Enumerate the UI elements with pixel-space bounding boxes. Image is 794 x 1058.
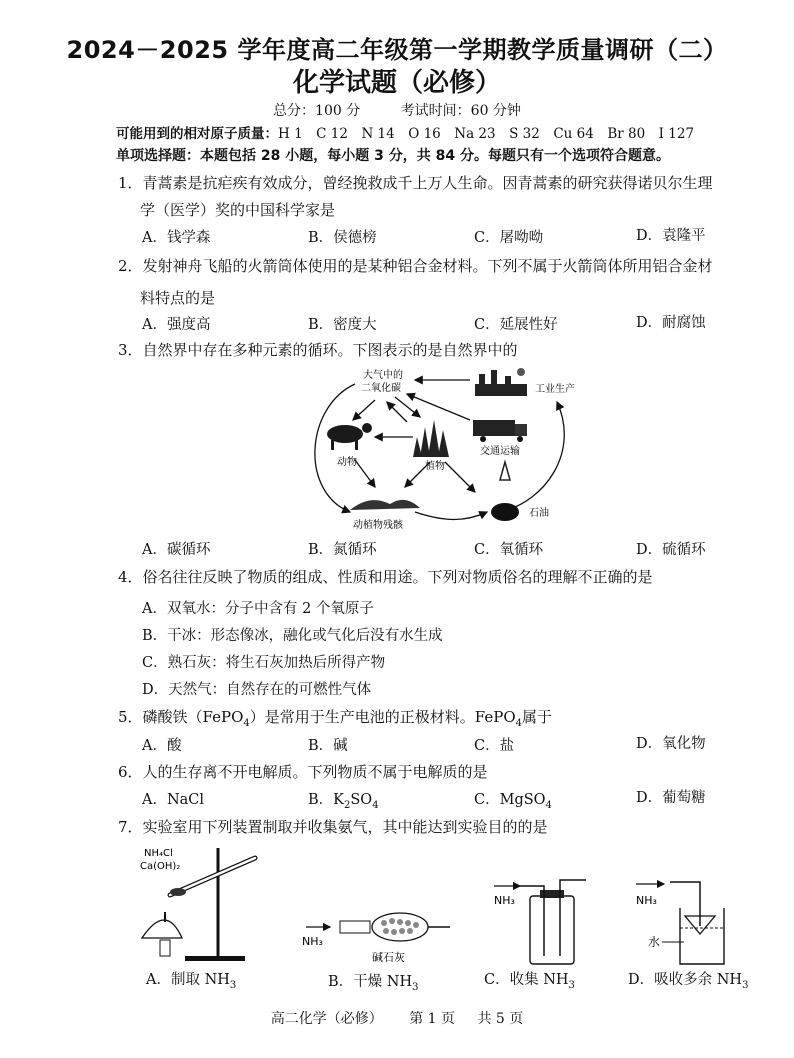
atomic-masses-line	[116, 122, 694, 142]
apparatus-b-drying-tube	[300, 885, 460, 965]
q1-option-c: C．屠呦呦	[474, 230, 544, 246]
label-co2-1: 大气中的	[363, 370, 403, 381]
q1-option-a: A．钱学森	[142, 230, 211, 246]
atomic-mass-label: 可能用到的相对原子质量：	[116, 126, 278, 142]
q3-option-d: D．硫循环	[636, 542, 706, 558]
reagent-nh4cl: NH₄Cl	[144, 848, 173, 859]
label-remains: 动植物残骸	[353, 520, 403, 531]
q4-stem: 4．俗名往往反映了物质的组成、性质和用途。下列对物质俗名的理解不正确的是	[118, 568, 653, 586]
q5-option-b: B．碱	[308, 738, 348, 754]
q4-option-b: B．干冰：形态像冰，融化或气化后没有水生成	[142, 628, 443, 644]
exam-subtitle: 化学试题（必修）	[292, 68, 501, 98]
q2-option-c: C．延展性好	[474, 317, 558, 333]
q6-option-d: D．葡萄糖	[636, 790, 706, 806]
q7-option-b: B．干燥 $NH_3$	[328, 974, 419, 993]
q1-option-b: B．侯德榜	[308, 230, 377, 246]
truck-icon	[473, 420, 527, 442]
water-label: 水	[648, 935, 661, 949]
q1-option-d: D．袁隆平	[636, 228, 706, 244]
page-footer	[0, 1008, 794, 1028]
q7-stem: 7．实验室用下列装置制取并收集氨气，其中能达到实验目的的是	[118, 818, 548, 836]
q2-option-b: B．密度大	[308, 317, 377, 333]
q2-option-a: A．强度高	[142, 317, 211, 333]
q7-option-d: D．吸收多余 $NH_3$	[628, 972, 749, 991]
nh3-label-c: NH₃	[494, 894, 515, 907]
exam-title: 2024－2025 学年度高二年级第一学期教学质量调研（二）	[66, 36, 728, 64]
footer-page: 第 1 页	[409, 1011, 455, 1027]
label-plant: 植物	[425, 461, 445, 472]
oil-rig-icon	[491, 462, 519, 521]
plant-icon	[413, 420, 449, 457]
label-co2-2: 二氧化碳	[361, 383, 401, 394]
q2-stem-line1: 2．发射神舟飞船的火箭筒体使用的是某种铝合金材料。下列不属于火箭筒体所用铝合金材	[118, 257, 713, 275]
apparatus-a-heating	[130, 840, 270, 965]
q1-stem-line2: 学（医学）奖的中国科学家是	[140, 201, 336, 219]
soda-lime-label: 碱石灰	[372, 951, 405, 964]
total-score: 总分：100 分	[273, 103, 361, 119]
remains-icon	[350, 500, 420, 510]
q3-stem: 3．自然界中存在多种元素的循环。下图表示的是自然界中的	[118, 341, 518, 359]
q5-option-a: A．酸	[142, 738, 182, 754]
footer-total: 共 5 页	[477, 1011, 524, 1027]
apparatus-d-beaker	[630, 876, 740, 968]
exam-meta	[0, 100, 794, 120]
q6-option-a: A．NaCl	[142, 792, 205, 808]
q3-option-b: B．氮循环	[308, 542, 377, 558]
reagent-caoh2: Ca(OH)₂	[140, 861, 181, 872]
exam-time: 考试时间：60 分钟	[400, 103, 521, 119]
section-title: 单项选择题：本题包括 28 小题，每小题 3 分，共 84 分。每题只有一个选项符合题意。	[116, 148, 670, 164]
q4-option-a: A．双氧水：分子中含有 2 个氧原子	[142, 601, 374, 617]
arrow-oil-to-industry	[500, 402, 564, 512]
q5-option-c: C．盐	[474, 738, 515, 754]
q6-option-c: C．MgSO$_4$	[474, 792, 552, 811]
q1-stem-line1: 1．青蒿素是抗疟疾有效成分，曾经挽救成千上万人生命。因青蒿素的研究获得诺贝尔生理	[118, 174, 713, 192]
q3-option-a: A．碳循环	[142, 542, 211, 558]
nh3-label-d: NH₃	[636, 894, 657, 907]
q2-option-d: D．耐腐蚀	[636, 315, 706, 331]
arrow-remains-to-oil	[415, 512, 487, 520]
cow-icon	[327, 423, 372, 450]
q7-option-a: A．制取 $NH_3$	[146, 972, 237, 991]
factory-icon	[475, 368, 527, 396]
label-industry: 工业生产	[535, 384, 575, 395]
label-oil: 石油	[529, 508, 549, 519]
footer-course: 高二化学（必修）	[270, 1011, 383, 1027]
nh3-label-b: NH₃	[302, 935, 323, 948]
q2-stem-line2: 料特点的是	[140, 289, 216, 307]
label-animal: 动物	[337, 457, 357, 468]
q3-option-c: C．氧循环	[474, 542, 544, 558]
q5-option-d: D．氧化物	[636, 736, 706, 752]
carbon-cycle-diagram	[295, 362, 595, 534]
arrow-co2-to-remains	[315, 384, 355, 512]
q4-option-d: D．天然气：自然存在的可燃性气体	[142, 682, 372, 698]
atomic-mass-values: H 1 C 12 N 14 O 16 Na 23 S 32 Cu 64 Br 80 I 127	[278, 126, 695, 142]
q4-option-c: C．熟石灰：将生石灰加热后所得产物	[142, 655, 386, 671]
q6-stem: 6．人的生存离不开电解质。下列物质不属于电解质的是	[118, 763, 488, 781]
q5-stem: 5．磷酸铁（FePO$_4$）是常用于生产电池的正极材料。FePO$_4$属于	[118, 708, 553, 729]
label-transport: 交通运输	[480, 446, 520, 457]
q7-option-c: C．收集 $NH_3$	[484, 972, 575, 991]
q6-option-b: B．$K_2SO_4$	[308, 792, 379, 811]
apparatus-c-gas-bottle	[490, 876, 600, 968]
